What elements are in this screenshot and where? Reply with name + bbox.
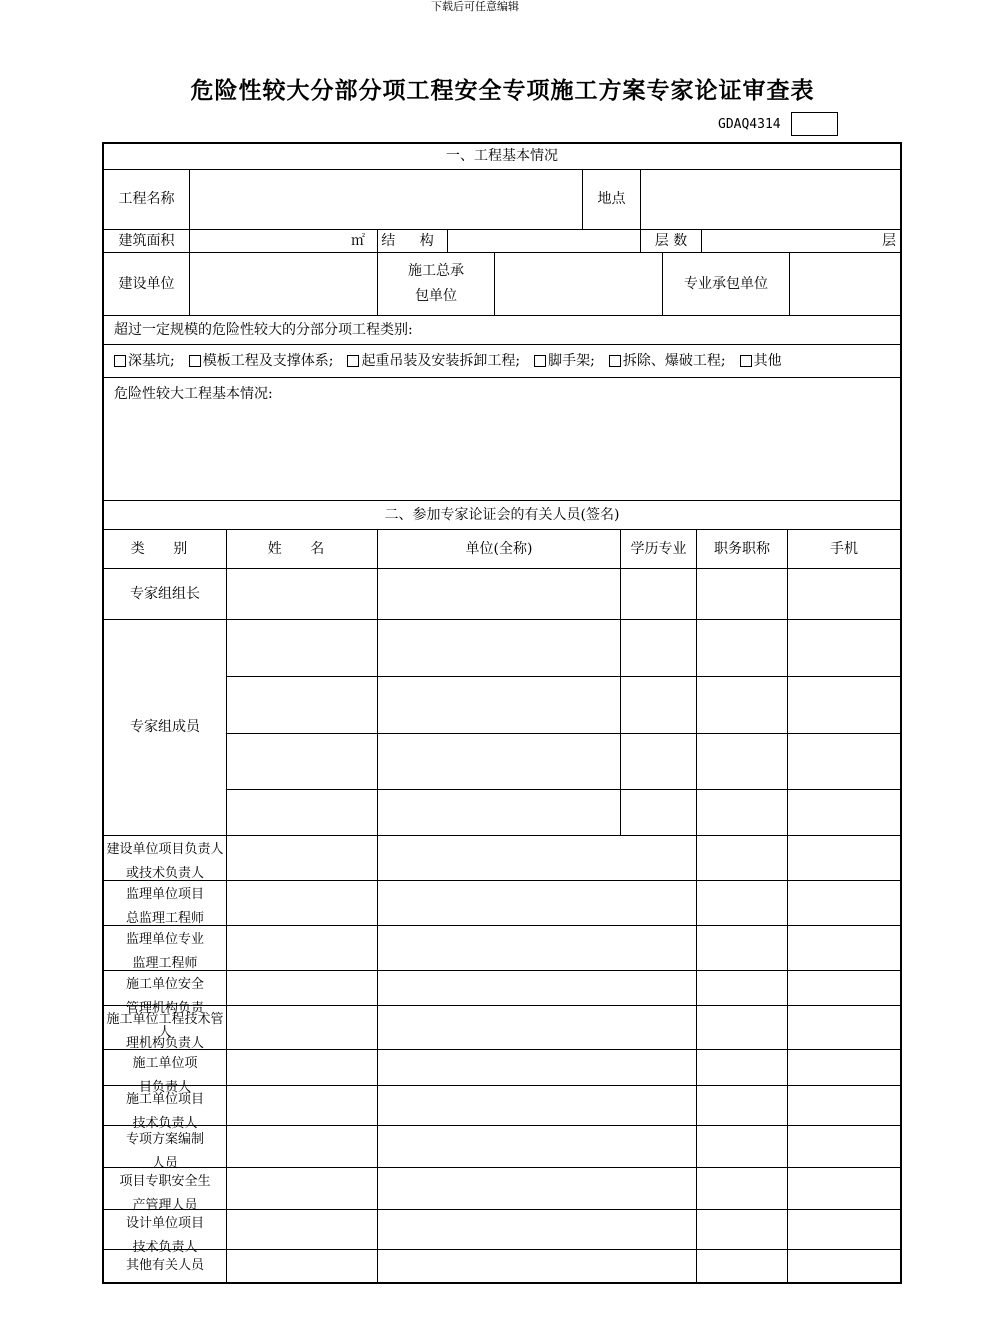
cell[interactable]	[227, 734, 378, 790]
category-scaffold[interactable]: 脚手架;	[534, 349, 595, 374]
checkbox-icon[interactable]	[114, 355, 126, 367]
cell[interactable]	[697, 836, 788, 881]
cell[interactable]	[227, 1050, 378, 1086]
cell[interactable]	[378, 1210, 697, 1250]
cell[interactable]	[227, 1168, 378, 1210]
cell[interactable]	[378, 569, 621, 620]
category-lifting[interactable]: 起重吊装及安装拆卸工程;	[347, 349, 520, 374]
project-name-label: 工程名称	[104, 170, 190, 230]
role-label: 建设单位项目负责人或技术负责人	[104, 836, 227, 881]
col-name: 姓 名	[227, 530, 378, 569]
cell[interactable]	[697, 1210, 788, 1250]
role-label: 设计单位项目技术负责人	[104, 1210, 227, 1250]
cell[interactable]	[697, 1250, 788, 1282]
cell[interactable]	[227, 677, 378, 734]
cell[interactable]	[227, 620, 378, 677]
role-label: 施工单位项目技术负责人	[104, 1086, 227, 1126]
basic-info-label: 危险性较大工程基本情况:	[114, 386, 273, 402]
area-label: 建筑面积	[104, 230, 190, 253]
cell[interactable]	[697, 1126, 788, 1168]
owner-field[interactable]	[190, 253, 378, 316]
cell[interactable]	[227, 836, 378, 881]
category-prompt: 超过一定规模的危险性较大的分部分项工程类别:	[104, 316, 900, 345]
cell[interactable]	[697, 881, 788, 926]
cell[interactable]	[227, 1126, 378, 1168]
role-label: 施工单位项目负责人	[104, 1050, 227, 1086]
role-label: 项目专职安全生产管理人员	[104, 1168, 227, 1210]
role-label: 施工单位安全管理机构负责人	[104, 971, 227, 1006]
cell[interactable]	[378, 1086, 697, 1126]
structure-label: 结 构	[378, 230, 448, 253]
form-code	[718, 112, 838, 136]
cell[interactable]	[697, 677, 788, 734]
role-label: 监理单位项目总监理工程师	[104, 881, 227, 926]
cell[interactable]	[788, 1168, 900, 1210]
floors-label: 层 数	[641, 230, 702, 253]
cell[interactable]	[227, 1086, 378, 1126]
cell[interactable]	[788, 1126, 900, 1168]
cell[interactable]	[227, 971, 378, 1006]
download-note: 下载后可任意编辑	[431, 0, 519, 13]
cell[interactable]	[788, 734, 900, 790]
cell[interactable]	[697, 734, 788, 790]
cell[interactable]	[227, 1250, 378, 1282]
sub-label: 专业承包单位	[663, 253, 790, 316]
cell[interactable]	[621, 734, 697, 790]
cell[interactable]	[621, 569, 697, 620]
basic-info-area[interactable]	[104, 378, 900, 501]
cell[interactable]	[788, 790, 900, 836]
col-phone: 手机	[788, 530, 900, 569]
cell[interactable]	[378, 677, 621, 734]
cell[interactable]	[697, 620, 788, 677]
cell[interactable]	[227, 790, 378, 836]
sub-field[interactable]	[790, 253, 900, 316]
col-unit: 单位(全称)	[378, 530, 621, 569]
expert-member-label: 专家组成员	[104, 620, 227, 836]
cell[interactable]	[788, 677, 900, 734]
col-title: 职务职称	[697, 530, 788, 569]
col-category: 类 别	[104, 530, 227, 569]
structure-field[interactable]	[448, 230, 641, 253]
checkbox-icon[interactable]	[347, 355, 359, 367]
floors-field[interactable]	[702, 230, 900, 253]
floors-unit: 层	[882, 232, 896, 249]
role-label: 监理单位专业监理工程师	[104, 926, 227, 971]
document-title: 危险性较大分部分项工程安全专项施工方案专家论证审查表	[190, 78, 815, 104]
owner-label: 建设单位	[104, 253, 190, 316]
cell[interactable]	[378, 971, 697, 1006]
checkbox-icon[interactable]	[189, 355, 201, 367]
cell[interactable]	[227, 569, 378, 620]
cell[interactable]	[227, 926, 378, 971]
cell[interactable]	[788, 971, 900, 1006]
cell[interactable]	[788, 1006, 900, 1050]
cell[interactable]	[697, 1006, 788, 1050]
form-code-text: GDAQ4314	[718, 116, 781, 132]
location-label: 地点	[583, 170, 641, 230]
cell[interactable]	[697, 1086, 788, 1126]
cell[interactable]	[378, 790, 621, 836]
cell[interactable]	[378, 881, 697, 926]
cell[interactable]	[697, 971, 788, 1006]
category-other[interactable]: 其他	[740, 349, 782, 374]
form-code-box[interactable]	[791, 112, 838, 136]
cell[interactable]	[227, 881, 378, 926]
cell[interactable]	[378, 734, 621, 790]
section1-heading: 一、工程基本情况	[104, 144, 900, 170]
cell[interactable]	[788, 1250, 900, 1282]
cell[interactable]	[697, 1050, 788, 1086]
cell[interactable]	[621, 620, 697, 677]
cell[interactable]	[697, 1168, 788, 1210]
category-formwork[interactable]: 模板工程及支撑体系;	[189, 349, 334, 374]
category-demolition[interactable]: 拆除、爆破工程;	[609, 349, 726, 374]
cell[interactable]	[378, 836, 697, 881]
cell[interactable]	[227, 1006, 378, 1050]
cell[interactable]	[788, 1086, 900, 1126]
location-field[interactable]	[641, 170, 900, 230]
cell[interactable]	[378, 1250, 697, 1282]
cell[interactable]	[227, 1210, 378, 1250]
cell[interactable]	[378, 926, 697, 971]
cell[interactable]	[621, 677, 697, 734]
cell[interactable]	[621, 790, 697, 836]
cell[interactable]	[788, 1050, 900, 1086]
review-form-table	[102, 142, 902, 1284]
cell[interactable]	[788, 881, 900, 926]
cell[interactable]	[697, 926, 788, 971]
cell[interactable]	[378, 620, 621, 677]
role-label: 其他有关人员	[104, 1250, 227, 1282]
project-name-field[interactable]	[190, 170, 583, 230]
cell[interactable]	[788, 836, 900, 881]
cell[interactable]	[788, 620, 900, 677]
checkbox-icon[interactable]	[534, 355, 546, 367]
role-label: 专项方案编制人员	[104, 1126, 227, 1168]
cell[interactable]	[378, 1168, 697, 1210]
checkbox-icon[interactable]	[609, 355, 621, 367]
area-unit: ㎡	[351, 232, 365, 249]
category-deep-pit[interactable]: 深基坑;	[114, 349, 175, 374]
cell[interactable]	[378, 1006, 697, 1050]
area-field[interactable]	[190, 230, 378, 253]
category-options	[104, 345, 900, 378]
cell[interactable]	[697, 569, 788, 620]
checkbox-icon[interactable]	[740, 355, 752, 367]
cell[interactable]	[697, 790, 788, 836]
cell[interactable]	[788, 1210, 900, 1250]
cell[interactable]	[788, 569, 900, 620]
col-education: 学历专业	[621, 530, 697, 569]
cell[interactable]	[378, 1050, 697, 1086]
cell[interactable]	[788, 926, 900, 971]
expert-leader-label: 专家组组长	[104, 569, 227, 620]
gc-field[interactable]	[495, 253, 663, 316]
role-label: 施工单位工程技术管理机构负责人	[104, 1006, 227, 1050]
cell[interactable]	[378, 1126, 697, 1168]
section2-heading: 二、参加专家论证会的有关人员(签名)	[104, 501, 900, 530]
gc-label: 施工总承包单位	[378, 253, 495, 316]
